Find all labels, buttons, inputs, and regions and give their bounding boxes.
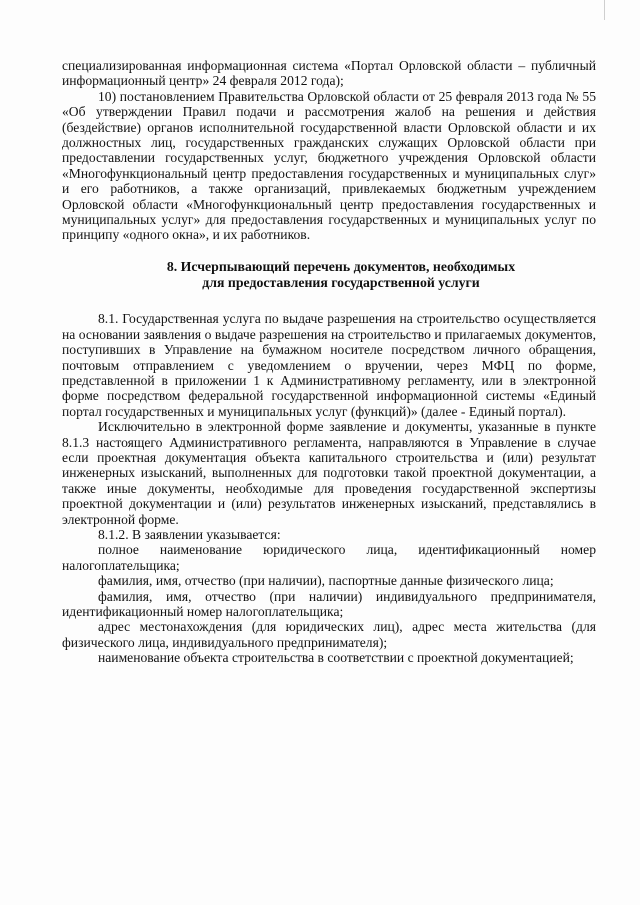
paragraph-8-1-2: 8.1.2. В заявлении указывается: bbox=[98, 526, 281, 542]
list-item-entrepreneur: фамилия, имя, отчество (при наличии) индивидуального предпринимателя, идентификационный номер налогоплательщика; bbox=[62, 588, 596, 619]
section-heading-line-2: для предоставления государственной услуги bbox=[202, 275, 480, 291]
document-body bbox=[62, 58, 596, 666]
paragraph-8-1: 8.1. Государственная услуга по выдаче разрешения на строительство осуществляется на основании заявления о выдаче разрешения на строительство и прилагаемых документов, поступивших в Управление на бумажном носителе посредством личного обращения, почтовым отправлением с уведомлением о вручении, через МФЦ по форме, представленной в приложении 1 к Административному регламенту, или в электронной форме посредством федеральной государственной информационной системы «Единый портал государственных и муниципальных услуг (функций)» (далее - Единый портал). bbox=[62, 311, 596, 419]
list-item-legal-entity: полное наименование юридического лица, идентификационный номер налогоплательщика; bbox=[62, 542, 596, 573]
list-item-address: адрес местонахождения (для юридических лиц), адрес места жительства (для физического лица, индивидуального предпринимателя); bbox=[62, 619, 596, 650]
paragraph-portal-continuation: специализированная информационная система «Портал Орловской области – публичный информационный центр» 24 февраля 2012 года); bbox=[62, 58, 596, 89]
list-item-object-name: наименование объекта строительства в соответствии с проектной документацией; bbox=[98, 650, 574, 666]
paragraph-electronic-form: Исключительно в электронной форме заявление и документы, указанные в пункте 8.1.3 настоящего Административного регламента, направляются в Управление в случае если проектная документация объекта капитального строительства и (или) результат инженерных изысканий, выполненных для подготовки такой проектной документации, а также иные документы, необходимые для проведения государственной экспертизы проектной документации и (или) результатов инженерных изысканий, представлялись в электронной форме. bbox=[62, 419, 596, 527]
paragraph-item-10: 10) постановлением Правительства Орловской области от 25 февраля 2013 года № 55 «Об утверждении Правил подачи и рассмотрения жалоб на решения и действия (бездействие) органов исполнительной государственной власти Орловской области и их должностных лиц, государственных гражданских служащих Орловской области при предоставлении государственных услуг, бюджетного учреждения Орловской области «Многофункциональный центр предоставления государственных и муниципальных слуг» и его работников, а также организаций, привлекаемых бюджетным учреждением Орловской области «Многофункциональный центр предоставления государственных и муниципальных услуг» для предоставления государственных и муниципальных услуг по принципу «одного окна», и их работников. bbox=[62, 88, 596, 243]
list-item-individual: фамилия, имя, отчество (при наличии), паспортные данные физического лица; bbox=[98, 573, 554, 589]
scan-edge-mark bbox=[604, 0, 605, 20]
section-heading-line-1: 8. Исчерпывающий перечень документов, необходимых bbox=[166, 258, 516, 274]
section-heading bbox=[62, 259, 596, 291]
